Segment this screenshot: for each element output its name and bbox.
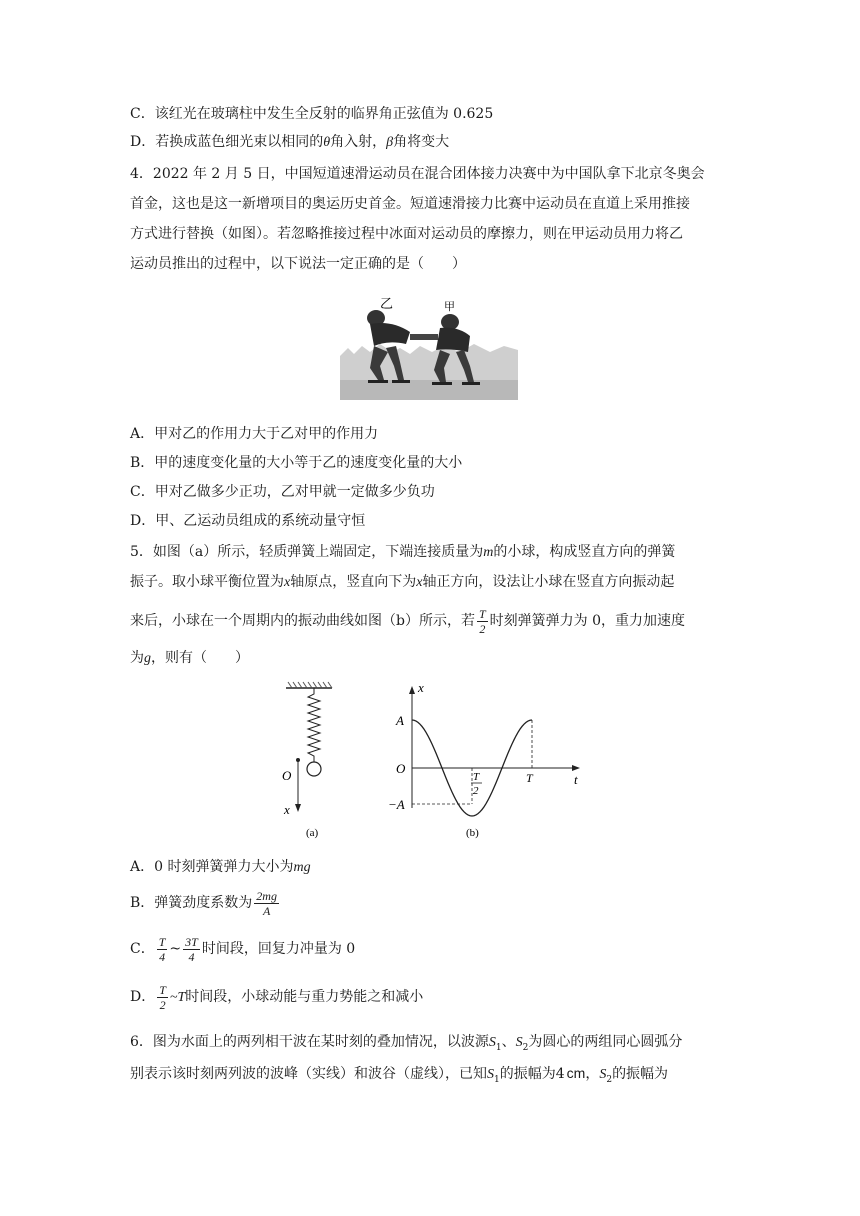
option-4a: A．甲对乙的作用力大于乙对甲的作用力 [130, 426, 379, 442]
question-6-line-2: 别表示该时刻两列波的波峰（实线）和波谷（虚线），已知$S_1$的振幅为4 cm，$S_2$的振幅为 [130, 1065, 669, 1085]
option-3d: D．若换成蓝色细光束以相同的θ角入射，β角将变大 [130, 134, 450, 150]
question-4-line-4: 运动员推出的过程中，以下说法一定正确的是（ ） [130, 256, 466, 272]
negative-amplitude-label: −A [388, 797, 405, 812]
label-jia: 甲 [444, 301, 455, 313]
origin-label-a: O [282, 768, 292, 783]
amplitude-label: A [396, 713, 404, 728]
option-5d: D． $\frac{T}{2}$ ~T时间段，小球动能与重力势能之和减小 [130, 982, 424, 1012]
t-axis-label-b: t [574, 772, 578, 787]
skaters-photo [340, 296, 518, 400]
label-yi: 乙 [380, 296, 394, 311]
half-period-den: 2 [473, 785, 479, 797]
option-5c: C． $\frac{T}{4}$ ~ $\frac{3T}{4}$ 时间段，回复力冲量为 0 [130, 934, 356, 964]
option-4c: C．甲对乙做多少正功，乙对甲就一定做多少负功 [130, 484, 435, 500]
caption-a: (a) [306, 827, 319, 839]
question-4-line-2: 首金，这也是这一新增项目的奥运历史首金。短道速滑接力比赛中运动员在直道上采用推接 [130, 196, 690, 212]
option-4d: D．甲、乙运动员组成的系统动量守恒 [130, 513, 366, 529]
option-4b: B．甲的速度变化量的大小等于乙的速度变化量的大小 [130, 455, 463, 471]
question-5-line-3: 来后，小球在一个周期内的振动曲线如图（b）所示，若 $\frac{T}{2}$ 时刻弹簧弹力为 0，重力加速度 [130, 606, 686, 636]
fraction-t-over-2: $\frac{T}{2}$ [478, 606, 486, 636]
x-label-a: x [284, 802, 290, 817]
fraction-3t-over-4: $\frac{3T}{4}$ [185, 934, 198, 964]
option-5b: B．弹簧劲度系数为 $\frac{2mg}{A}$ [130, 888, 277, 918]
period-label: T [526, 771, 533, 785]
option-5a: A．0 时刻弹簧弹力大小为mg [130, 859, 311, 875]
fraction-2mg-over-a: $\frac{2mg}{A}$ [256, 888, 277, 918]
question-6-line-1: 6．图为水面上的两列相干波在某时刻的叠加情况，以波源$S_1$、$S_2$为圆心的两组同心圆弧分 [130, 1034, 683, 1053]
spring-oscillation-diagram [276, 680, 596, 840]
half-period-num: T [473, 771, 480, 783]
origin-label-b: O [396, 761, 406, 776]
question-4-line-3: 方式进行替换（如图）。若忽略推接过程中冰面对运动员的摩擦力，则在甲运动员用力将乙 [130, 226, 683, 242]
diagram-a [282, 682, 332, 839]
option-3c: C．该红光在玻璃柱中发生全反射的临界角正弦值为 0.625 [130, 106, 494, 122]
question-5-line-1: 5．如图（a）所示，轻质弹簧上端固定，下端连接质量为m的小球，构成竖直方向的弹簧 [130, 544, 676, 560]
fraction-t-over-2-d: $\frac{T}{2}$ [159, 982, 166, 1012]
fraction-t-over-4: $\frac{T}{4}$ [158, 934, 166, 964]
diagram-b [388, 680, 580, 839]
question-5-line-4: 为g，则有（ ） [130, 650, 249, 666]
caption-b: (b) [466, 827, 479, 839]
x-axis-label-b: x [418, 680, 424, 695]
question-4-line-1: 4．2022 年 2 月 5 日，中国短道速滑运动员在混合团体接力决赛中为中国队拿下北京冬奥会 [130, 166, 705, 182]
question-5-line-2: 振子。取小球平衡位置为x轴原点，竖直向下为x轴正方向，设法让小球在竖直方向振动起 [130, 574, 675, 590]
